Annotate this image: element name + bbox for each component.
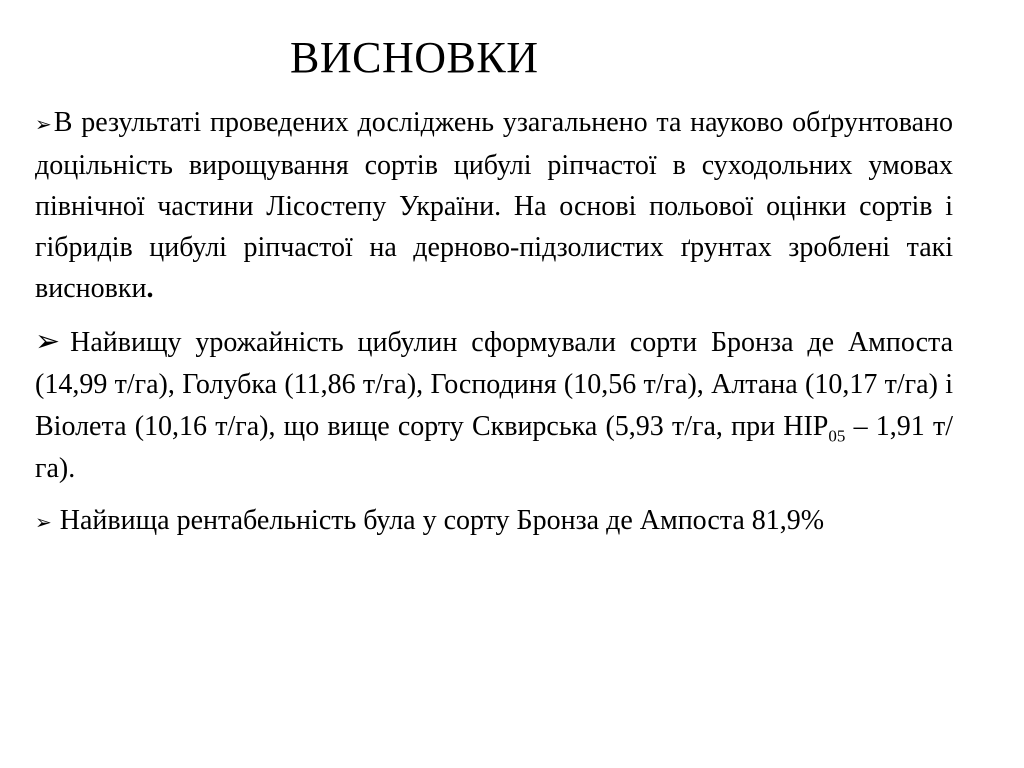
arrow-bullet-icon: ➢ xyxy=(35,112,52,136)
bullet-text: Найвищу урожайність цибулин сформували сорти Бронза де Ампоста (14,99 т/га), Голубка (11,86 т/га), Господиня (10,56 т/га), Алтана (10,17 т/га) і Віолета (10,16 т/га), що вище сорту Сквирська (5,93 т/га, при НІР xyxy=(35,327,953,442)
bullet-end: . xyxy=(146,273,154,304)
subscript: 05 xyxy=(828,426,846,446)
bullet-text-tail: – 1,91 т/га). xyxy=(35,411,954,484)
bullet-list xyxy=(35,102,953,543)
slide-title: ВИСНОВКИ xyxy=(290,33,539,82)
bullet-item xyxy=(35,321,953,490)
bullet-item xyxy=(35,500,953,543)
arrow-bullet-icon: ➢ xyxy=(35,324,61,359)
bullet-item xyxy=(35,102,953,309)
arrow-bullet-icon: ➢ xyxy=(35,510,52,534)
bullet-text: В результаті проведених досліджень узагальнено та науково обґрунтовано доцільність вирощування сортів цибулі ріпчастої в суходольних умовах північної частини Лісостепу України. На основі польової оцінки сортів і гібридів цибулі ріпчастої на дерново-підзолистих ґрунтах зроблені такі висновки xyxy=(35,107,953,304)
bullet-text: Найвища рентабельність була у сорту Бронза де Ампоста 81,9% xyxy=(59,505,825,536)
